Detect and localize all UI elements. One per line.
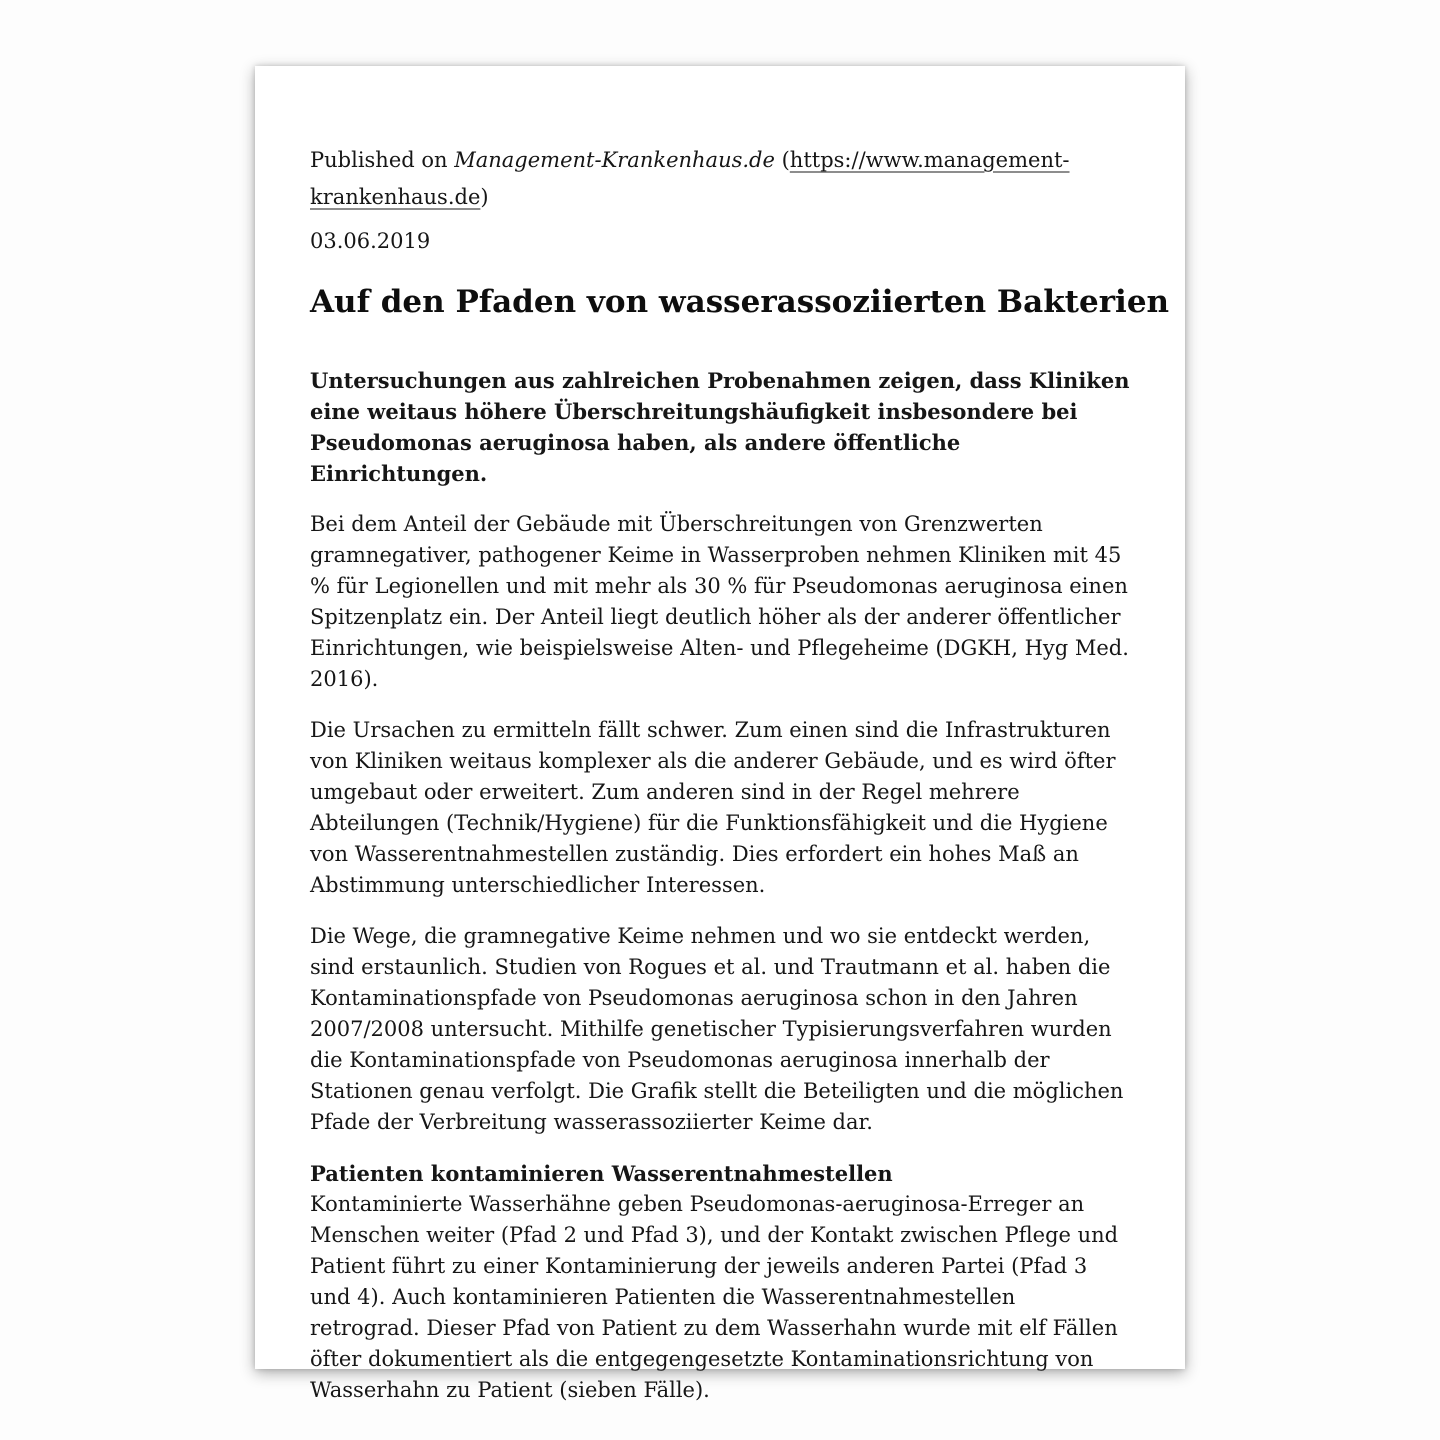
article-title: Auf den Pfaden von wasserassoziierten Bakterien bbox=[310, 284, 1170, 320]
lead-paragraph: Untersuchungen aus zahlreichen Probenahmen zeigen, dass Kliniken eine weitaus höhere Überschreitungshäufigkeit insbesondere bei Pseudomonas aeruginosa haben, als andere öffentliche Einrichtungen. bbox=[310, 368, 1130, 486]
byline-source-name: Management-Krankenhaus.de bbox=[454, 148, 775, 172]
section-heading: Patienten kontaminieren Wasserentnahmestellen bbox=[310, 1161, 893, 1186]
paragraph-ursachen: Die Ursachen zu ermitteln fällt schwer. Zum einen sind die Infrastrukturen von Kliniken weitaus komplexer als die anderer Gebäude, und es wird öfter umgebaut oder erweitert. Zum anderen sind in der Regel mehrere Abteilungen (Technik/Hygiene) für die Funktionsfähigkeit und die Hygiene von Wasserentnahmestellen zuständig. Dies erfordert ein hohes Maß an Abstimmung unterschiedlicher Interessen. bbox=[310, 718, 1116, 897]
byline-open-paren: ( bbox=[774, 148, 790, 172]
paragraph-patienten: Kontaminierte Wasserhähne geben Pseudomonas-aeruginosa-Erreger an Menschen weiter (Pfad 2 und Pfad 3), und der Kontakt zwischen Pflege und Patient führt zu einer Kontaminierung der jeweils anderen Partei (Pfad 3 und 4). Auch kontaminieren Patienten die Wasserentnahmestellen retrograd. Dieser Pfad von Patient zu dem Wasserhahn wurde mit elf Fällen öfter dokumentiert als die entgegengesetzte Kontaminationsrichtung von Wasserhahn zu Patient (sieben Fälle). bbox=[310, 1192, 1119, 1402]
byline bbox=[310, 142, 1130, 216]
document-page bbox=[255, 66, 1185, 1402]
byline-close-paren: ) bbox=[480, 185, 489, 209]
byline-prefix: Published on bbox=[310, 148, 455, 172]
paragraph-wege: Die Wege, die gramnegative Keime nehmen und wo sie entdeckt werden, sind erstaunlich. Studien von Rogues et al. und Trautmann et al. haben die Kontaminationspfade von Pseudomonas aeruginosa schon in den Jahren 2007/2008 untersucht. Mithilfe genetischer Typisierungsverfahren wurden die Kontaminationspfade von Pseudomonas aeruginosa innerhalb der Stationen genau verfolgt. Die Grafik stellt die Beteiligten und die möglichen Pfade der Verbreitung wasserassoziierter Keime dar. bbox=[310, 924, 1124, 1134]
publish-date: 03.06.2019 bbox=[310, 229, 431, 253]
paragraph-grenzwerte: Bei dem Anteil der Gebäude mit Überschreitungen von Grenzwerten gramnegativer, pathogener Keime in Wasserproben nehmen Kliniken mit 45 % für Legionellen und mit mehr als 30 % für Pseudomonas aeruginosa einen Spitzenplatz ein. Der Anteil liegt deutlich höher als der anderer öffentlicher Einrichtungen, wie beispielsweise Alten- und Pflegeheime (DGKH, Hyg Med. 2016). bbox=[310, 512, 1129, 691]
source-url-link[interactable]: https://www.management-krankenhaus.de bbox=[310, 148, 1070, 209]
